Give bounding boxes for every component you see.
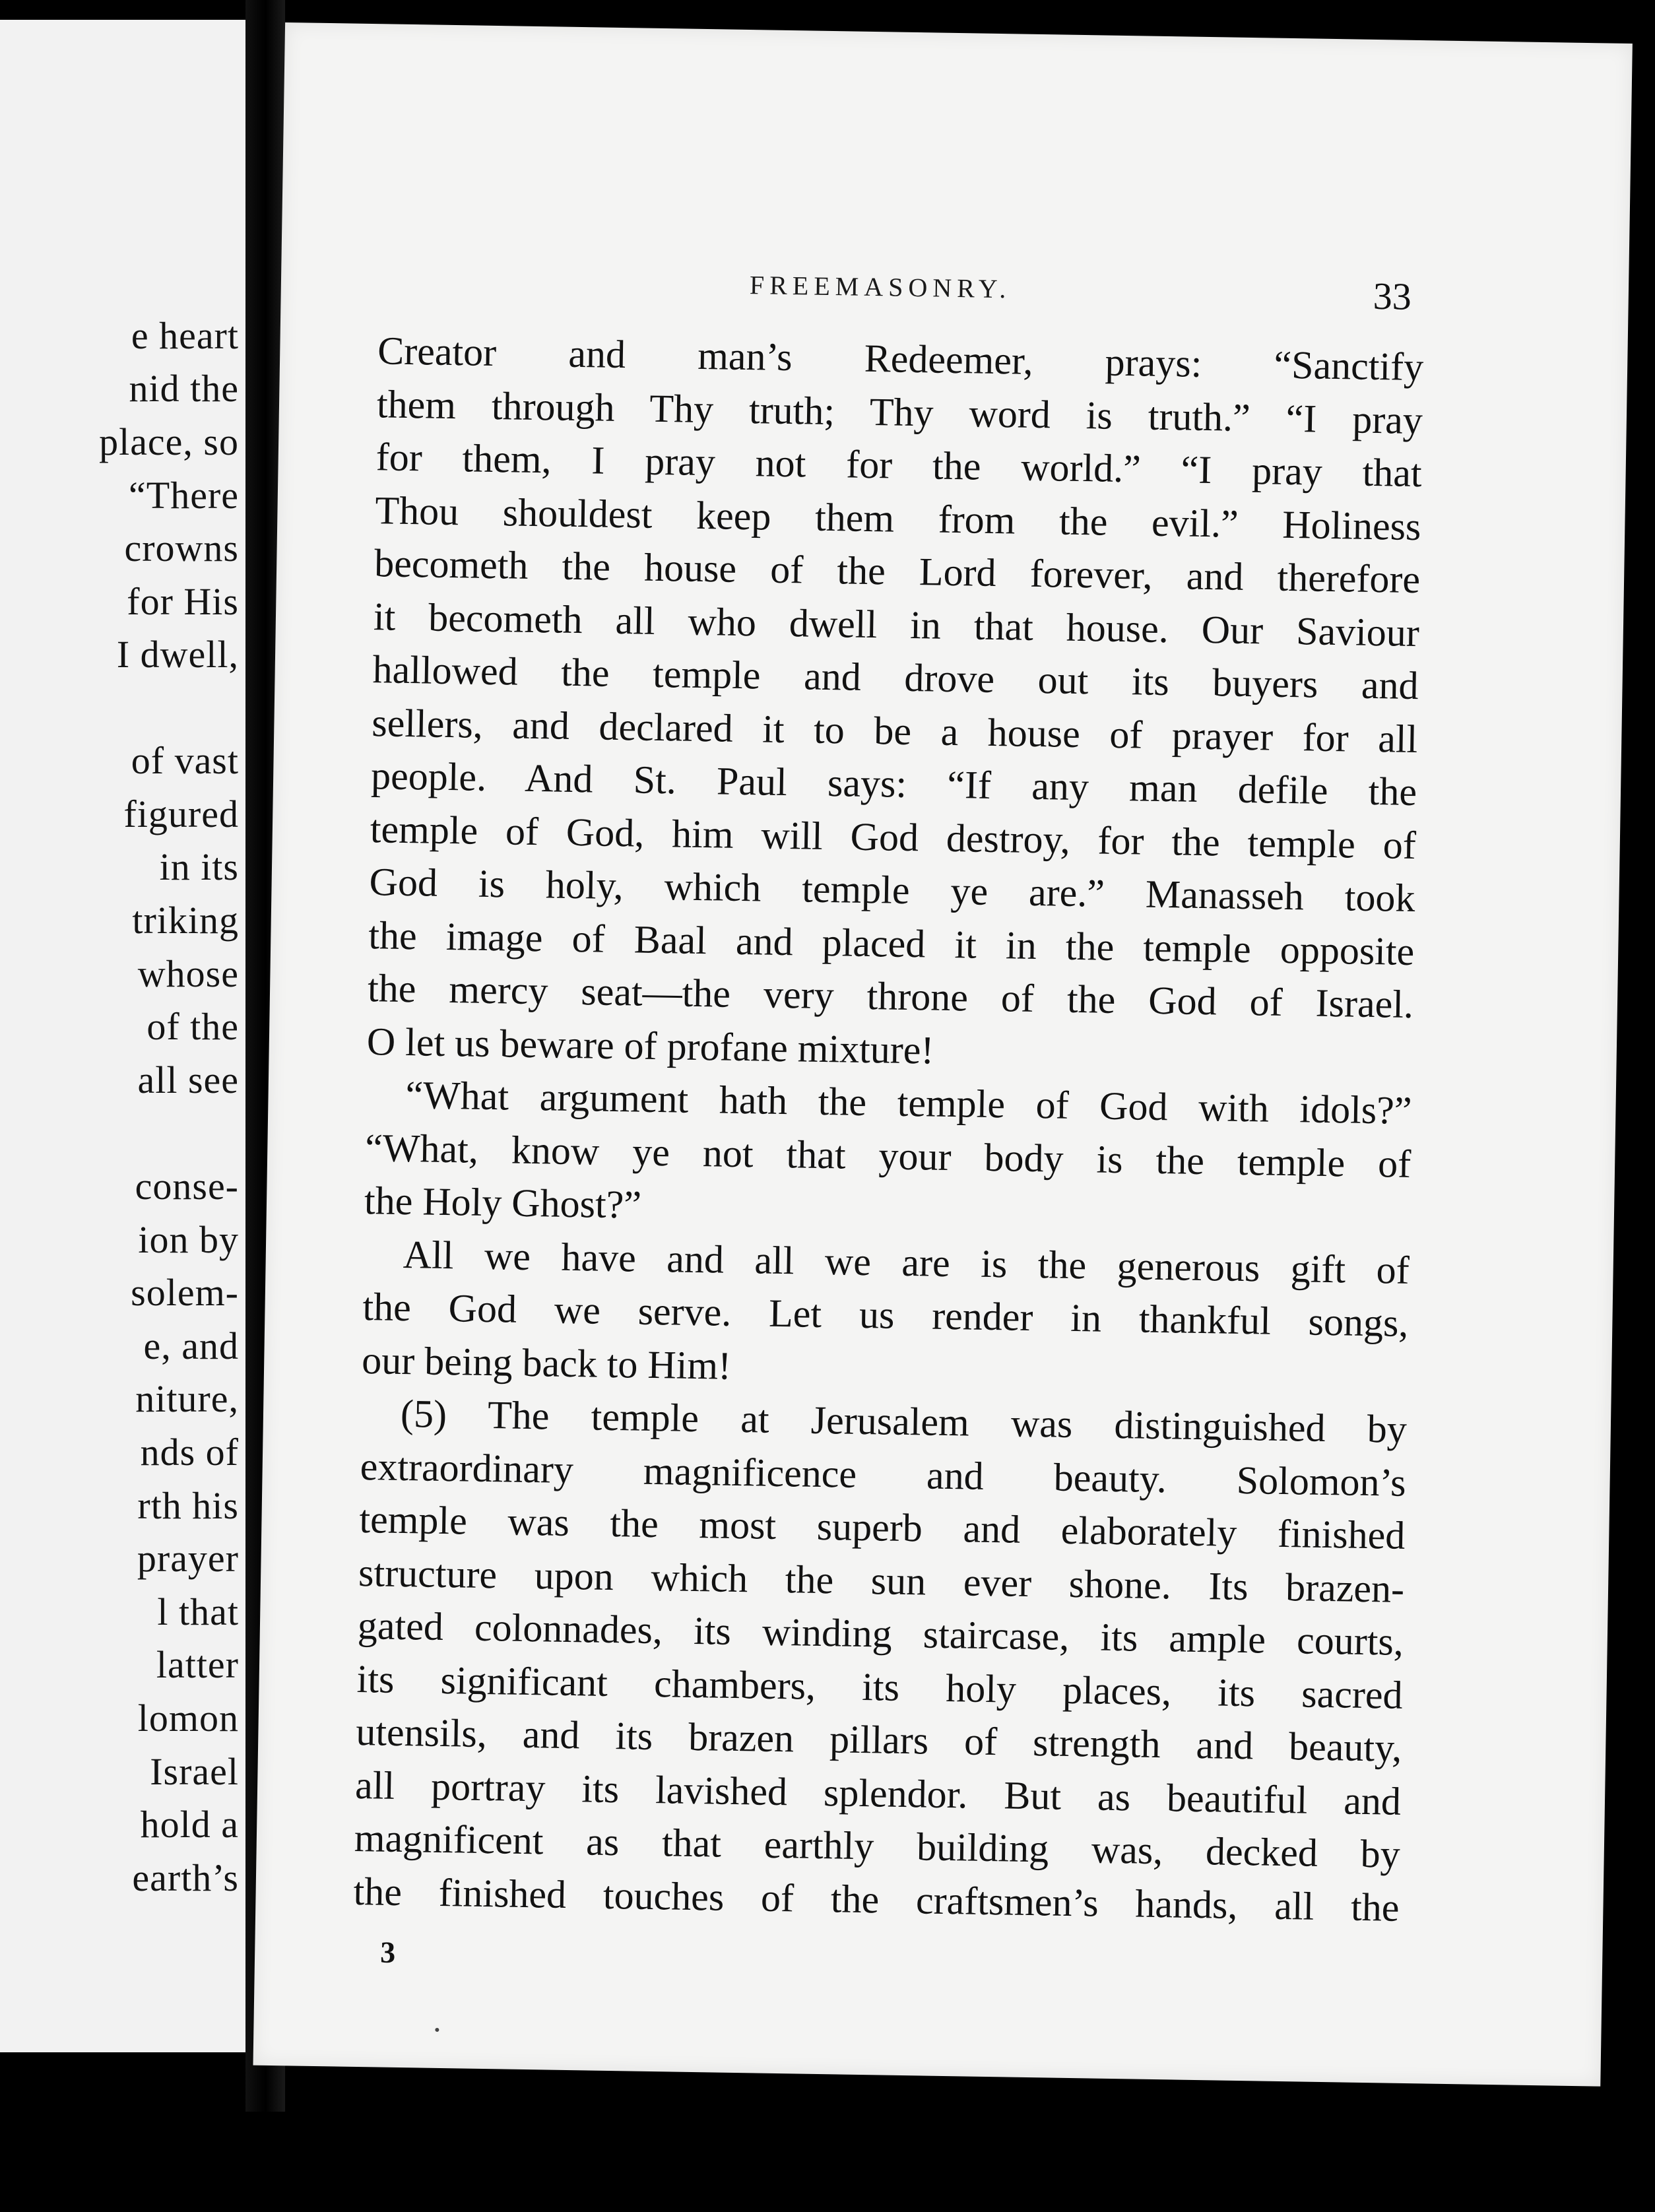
running-title: FREEMASONRY. (749, 270, 1012, 304)
text-line: Creator and man’s Redeemer, prays: “Sanctify (377, 329, 1424, 389)
previous-page-line: earth’s (132, 1856, 239, 1899)
previous-page-line: solem- (131, 1271, 239, 1314)
text-line: (5) The temple at Jerusalem was distinguished by (400, 1391, 1408, 1451)
signature-mark: 3 (379, 1935, 396, 1969)
previous-page-line: all see (137, 1058, 239, 1101)
text-line: Thou shouldest keep them from the evil.” Holiness (375, 488, 1421, 548)
previous-page-line: ion by (138, 1218, 239, 1261)
text-line: our being back to Him! (361, 1338, 732, 1388)
text-line: it becometh all who dwell in that house. Our Saviour (373, 594, 1420, 655)
previous-page-strip (0, 20, 245, 2052)
previous-page-line: for His (127, 580, 239, 623)
ink-speck (435, 2028, 439, 2032)
previous-page-line: of vast (131, 739, 239, 782)
page-number: 33 (1373, 274, 1412, 318)
previous-page-line: rth his (137, 1484, 239, 1527)
previous-page-line: crowns (124, 527, 239, 569)
previous-page-line: nid the (129, 367, 239, 410)
text-line: sellers, and declared it to be a house of prayer for all (371, 700, 1418, 761)
quote-line: “What, know ye not that your body is the temple of (364, 1125, 1412, 1186)
previous-page-line: triking (132, 899, 239, 942)
previous-page-line: niture, (135, 1377, 239, 1420)
previous-page-line: lomon (137, 1697, 239, 1740)
text-line: becometh the house of the Lord forever, and therefore (373, 541, 1421, 602)
text-line: O let us beware of profane mixture! (366, 1019, 934, 1072)
text-line: utensils, and its brazen pillars of strength and beauty, (355, 1709, 1402, 1770)
previous-page-line: figured (123, 793, 239, 835)
page-header (280, 257, 1629, 324)
quote-line: the Holy Ghost?” (364, 1179, 642, 1227)
text-line: the finished touches of the craftsmen’s hands, all the (353, 1869, 1400, 1930)
current-page (253, 22, 1632, 2087)
page-body (353, 324, 1424, 1934)
previous-page-line: prayer (137, 1537, 239, 1580)
text-line: them through Thy truth; Thy word is truth.” “I pray (376, 381, 1423, 442)
scan-border (0, 2112, 1655, 2212)
text-line: for them, I pray not for the world.” “I pray that (375, 435, 1423, 496)
previous-page-line: e heart (131, 314, 239, 357)
text-line: its significant chambers, its holy places, its sacred (356, 1656, 1404, 1717)
text-line: temple of God, him will God destroy, for the temple of (370, 806, 1417, 867)
text-line: temple was the most superb and elaborately finished (358, 1497, 1406, 1557)
text-line: the image of Baal and placed it in the temple opposite (368, 913, 1415, 973)
previous-page-line: hold a (140, 1803, 239, 1846)
previous-page-line: l that (157, 1590, 239, 1633)
text-line: extraordinary magnificence and beauty. Solomon’s (360, 1444, 1407, 1505)
text-line: All we have and all we are is the generous gift of (403, 1232, 1410, 1292)
text-line: gated colonnades, its winding staircase, its ample courts, (357, 1603, 1404, 1664)
previous-page-line: in its (159, 845, 239, 888)
previous-page-line: whose (137, 952, 239, 995)
previous-page-line: e, and (143, 1324, 239, 1367)
previous-page-line: I dwell, (116, 633, 239, 676)
text-line: hallowed the temple and drove out its buyers and (372, 647, 1419, 708)
previous-page-line: of the (146, 1005, 239, 1048)
text-line: the mercy seat—the very throne of the God of Israel. (367, 966, 1414, 1026)
previous-page-line: latter (156, 1643, 239, 1686)
previous-page-line: “There (129, 474, 239, 517)
previous-page-line: Israel (150, 1750, 239, 1793)
previous-page-line: nds of (140, 1431, 239, 1474)
previous-page-line: place, so (99, 420, 239, 463)
quote-line: “What argument hath the temple of God with idols?” (405, 1073, 1412, 1132)
text-line: the God we serve. Let us render in thankful songs, (362, 1285, 1409, 1345)
previous-page-line: conse- (135, 1165, 239, 1208)
text-line: God is holy, which temple ye are.” Manasseh took (369, 860, 1416, 921)
text-line: structure upon which the sun ever shone. Its brazen- (358, 1550, 1405, 1611)
text-line: magnificent as that earthly building was, decked by (354, 1815, 1401, 1876)
text-line: all portray its lavished splendor. But as beautiful and (354, 1763, 1402, 1823)
text-line: people. And St. Paul says: “If any man defile the (370, 754, 1417, 814)
